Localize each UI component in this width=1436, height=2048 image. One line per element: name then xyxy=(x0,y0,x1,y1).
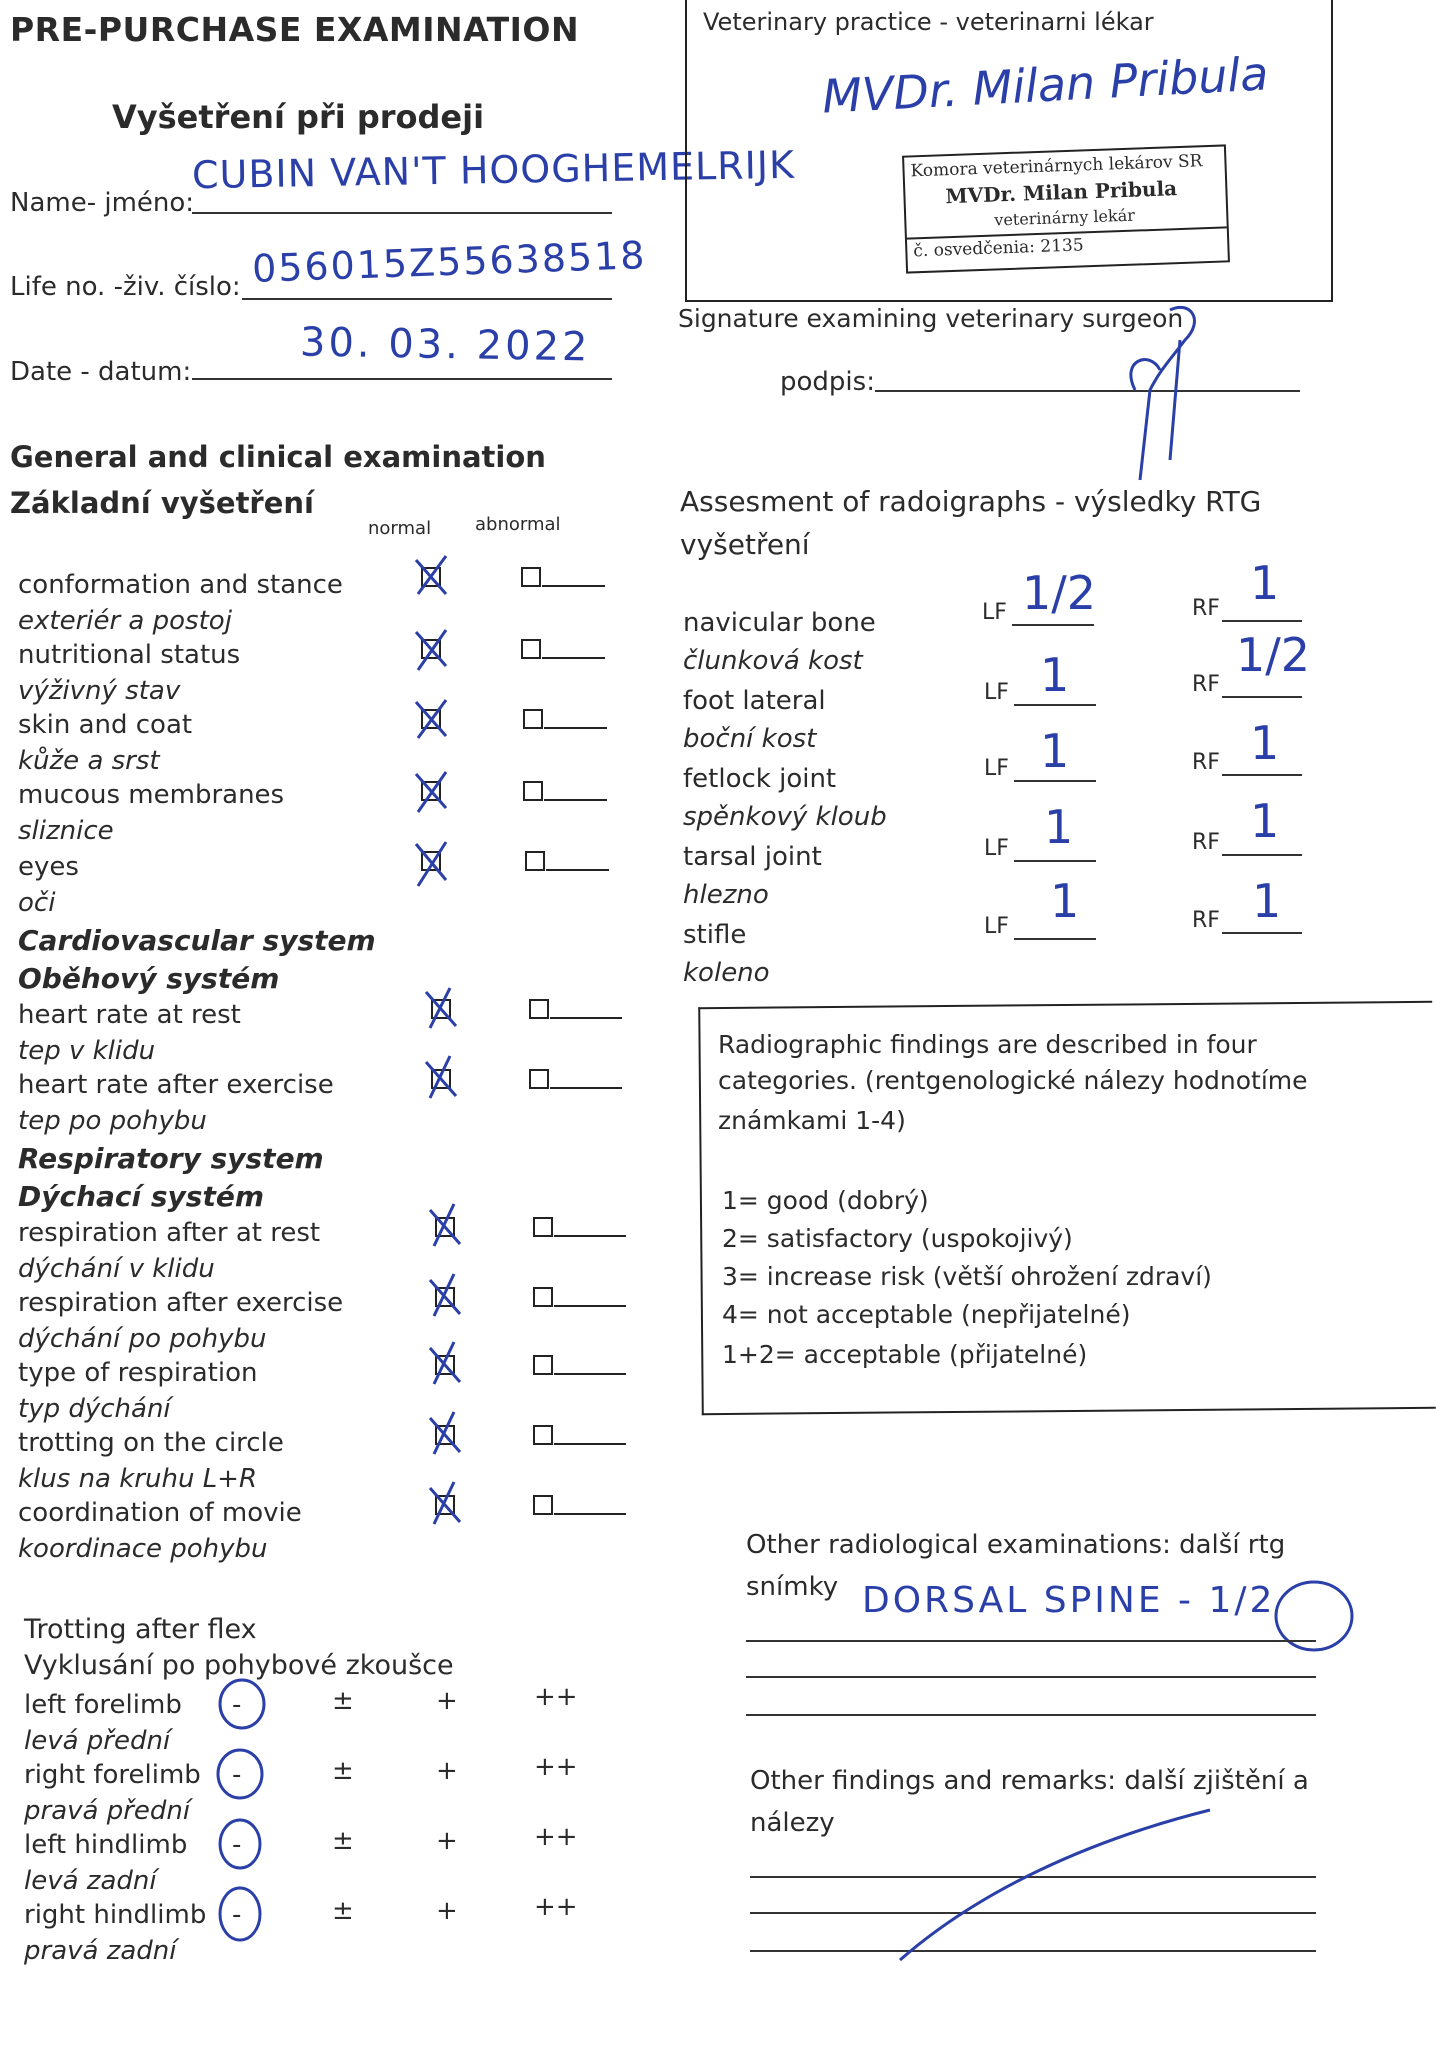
rtg-row-label: foot lateral xyxy=(683,686,826,716)
legend-text: categories. (rentgenologické nálezy hodnotíme xyxy=(718,1066,1308,1095)
rf-label: RF xyxy=(1192,672,1220,697)
exam-item-label: respiration after at rest xyxy=(18,1218,321,1248)
exam-item-label: trotting on the circle xyxy=(18,1428,284,1458)
grade-plusplus: ++ xyxy=(534,1752,578,1782)
grade-plusplus: ++ xyxy=(534,1892,578,1922)
grade-plusplus: ++ xyxy=(534,1682,578,1712)
vet-signature xyxy=(1100,290,1220,490)
lf-label: LF xyxy=(984,680,1009,705)
limb-label-cz: levá zadní xyxy=(24,1866,157,1896)
exam-item-label-cz: sliznice xyxy=(18,816,114,846)
limb-label: left hindlimb xyxy=(24,1830,188,1860)
rtg-row-label-cz: boční kost xyxy=(683,724,817,754)
trotting-title: Trotting after flex xyxy=(24,1614,257,1645)
exam-item-label: heart rate after exercise xyxy=(18,1070,334,1100)
resp-title-cz: Dýchací systém xyxy=(18,1180,264,1213)
legend-grade: 1= good (dobrý) xyxy=(722,1186,929,1215)
rtg-row-label: navicular bone xyxy=(683,608,876,638)
exam-item-label-cz: klus na kruhu L+R xyxy=(18,1464,258,1494)
exam-item-label-cz: typ dýchání xyxy=(18,1394,171,1424)
legend-grade: 2= satisfactory (uspokojivý) xyxy=(722,1224,1073,1253)
grade-plus: + xyxy=(436,1896,458,1926)
page-subtitle: Vyšetření při prodeji xyxy=(112,98,485,136)
legend-grade: 4= not acceptable (nepřijatelné) xyxy=(722,1300,1131,1329)
exam-item-label-cz: oči xyxy=(18,888,56,918)
trotting-title-cz: Vyklusání po pohybové zkoušce xyxy=(24,1650,454,1681)
rf-label: RF xyxy=(1192,596,1220,621)
name-label: Name- jméno: xyxy=(10,188,195,218)
grade-minus: - xyxy=(232,1760,242,1790)
exam-item-label-cz: tep v klidu xyxy=(18,1036,156,1066)
exam-item-label: nutritional status xyxy=(18,640,241,670)
legend-grade: 1+2= acceptable (přijatelné) xyxy=(722,1340,1088,1369)
grade-plusminus: ± xyxy=(332,1896,354,1926)
limb-label-cz: pravá přední xyxy=(24,1796,191,1826)
rtg-row-label-cz: spěnkový kloub xyxy=(683,802,887,832)
grade-plus: + xyxy=(436,1686,458,1716)
grade-plusminus: ± xyxy=(332,1686,354,1716)
podpis-label: podpis: xyxy=(780,367,875,397)
rtg-rf-value[interactable]: 1 xyxy=(1252,874,1282,928)
vet-handwritten-name: MVDr. Milan Pribula xyxy=(820,46,1270,124)
rtg-lf-value[interactable]: 1 xyxy=(1040,724,1070,778)
exam-item-label-cz: dýchání v klidu xyxy=(18,1254,215,1284)
grade-plusminus: ± xyxy=(332,1756,354,1786)
cardio-title: Cardiovascular system xyxy=(18,924,376,957)
exam-item-label: skin and coat xyxy=(18,710,193,740)
lf-label: LF xyxy=(982,600,1007,625)
other-findings-label: Other findings and remarks: další zjištění a xyxy=(750,1766,1309,1796)
rtg-row-label-cz: člunková kost xyxy=(683,646,863,676)
cardio-title-cz: Oběhový systém xyxy=(18,962,280,995)
trotting-circled-marks xyxy=(212,1670,282,1970)
exam-item-label-cz: koordinace pohybu xyxy=(18,1534,268,1564)
life-number-label: Life no. -živ. číslo: xyxy=(10,272,241,302)
rtg-lf-value[interactable]: 1 xyxy=(1050,874,1080,928)
grade-plusplus: ++ xyxy=(534,1822,578,1852)
exam-checkbox-grid xyxy=(400,550,660,1550)
exam-item-label-cz: exteriér a postoj xyxy=(18,606,232,636)
other-rtg-circle xyxy=(1270,1576,1360,1656)
other-rtg-label: Other radiological examinations: další rtg xyxy=(746,1530,1286,1560)
rtg-lf-value[interactable]: 1 xyxy=(1044,800,1074,854)
radiographs-title-cz: vyšetření xyxy=(680,528,810,561)
life-number-field[interactable]: 056015Z55638518 xyxy=(251,233,648,291)
grade-minus: - xyxy=(232,1830,242,1860)
exam-item-label: type of respiration xyxy=(18,1358,258,1388)
col-normal: normal xyxy=(368,518,432,539)
grade-minus: - xyxy=(232,1690,242,1720)
other-findings-label-2: nálezy xyxy=(750,1808,835,1838)
resp-title: Respiratory system xyxy=(18,1142,324,1175)
col-abnormal: abnormal xyxy=(475,514,561,535)
lf-label: LF xyxy=(984,836,1009,861)
signature-label: Signature examining veterinary surgeon xyxy=(678,304,1184,333)
legend-grade: 3= increase risk (větší ohrožení zdraví) xyxy=(722,1262,1212,1291)
grade-minus: - xyxy=(232,1900,242,1930)
grade-plus: + xyxy=(436,1756,458,1786)
lf-label: LF xyxy=(984,914,1009,939)
limb-label-cz: levá přední xyxy=(24,1726,171,1756)
general-exam-title-cz: Základní vyšetření xyxy=(10,486,314,520)
other-rtg-label-2: snímky xyxy=(746,1572,839,1602)
exam-item-label: conformation and stance xyxy=(18,570,343,600)
exam-item-label: respiration after exercise xyxy=(18,1288,344,1318)
rf-label: RF xyxy=(1192,830,1220,855)
legend-text: Radiographic findings are described in four xyxy=(718,1030,1257,1059)
vet-box-title: Veterinary practice - veterinarni lékar xyxy=(703,8,1154,36)
rtg-row-label: fetlock joint xyxy=(683,764,837,794)
rtg-rf-value[interactable]: 1 xyxy=(1250,794,1280,848)
rtg-rf-value[interactable]: 1/2 xyxy=(1236,628,1311,682)
name-field[interactable]: CUBIN VAN'T HOOGHEMELRIJK xyxy=(191,142,796,198)
page-title: PRE-PURCHASE EXAMINATION xyxy=(10,10,580,49)
official-stamp: Komora veterinárnych lekárov SR MVDr. Milan Pribula veterinárny lekár č. osvedčenia: 2135 xyxy=(902,144,1230,273)
legend-text: známkami 1-4) xyxy=(718,1106,906,1135)
rtg-row-label: stifle xyxy=(683,920,747,950)
exam-item-label: heart rate at rest xyxy=(18,1000,241,1030)
rtg-row-label: tarsal joint xyxy=(683,842,822,872)
date-label: Date - datum: xyxy=(10,357,192,387)
lf-label: LF xyxy=(984,756,1009,781)
limb-label: right hindlimb xyxy=(24,1900,207,1930)
exam-item-label-cz: kůže a srst xyxy=(18,746,160,776)
general-exam-title: General and clinical examination xyxy=(10,440,546,474)
rtg-rf-value[interactable]: 1 xyxy=(1250,556,1280,610)
exam-item-label-cz: tep po pohybu xyxy=(18,1106,207,1136)
rtg-rf-value[interactable]: 1 xyxy=(1250,716,1280,770)
exam-item-label: eyes xyxy=(18,852,79,882)
limb-label: left forelimb xyxy=(24,1690,182,1720)
exam-item-label: mucous membranes xyxy=(18,780,285,810)
date-field[interactable]: 30. 03. 2022 xyxy=(299,319,591,371)
grade-plusminus: ± xyxy=(332,1826,354,1856)
limb-label: right forelimb xyxy=(24,1760,201,1790)
exam-item-label-cz: dýchání po pohybu xyxy=(18,1324,267,1354)
other-rtg-value[interactable]: DORSAL SPINE - 1/2 xyxy=(862,1580,1276,1621)
rtg-row-label-cz: hlezno xyxy=(683,880,769,910)
exam-item-label-cz: výživný stav xyxy=(18,676,181,706)
rtg-lf-value[interactable]: 1/2 xyxy=(1022,566,1097,620)
rtg-lf-value[interactable]: 1 xyxy=(1040,648,1070,702)
rtg-row-label-cz: koleno xyxy=(683,958,770,988)
strike-line xyxy=(890,1800,1230,1970)
limb-label-cz: pravá zadní xyxy=(24,1936,177,1966)
grade-plus: + xyxy=(436,1826,458,1856)
rf-label: RF xyxy=(1192,750,1220,775)
rf-label: RF xyxy=(1192,908,1220,933)
exam-item-label: coordination of movie xyxy=(18,1498,302,1528)
radiographs-title: Assesment of radoigraphs - výsledky RTG xyxy=(680,485,1262,518)
